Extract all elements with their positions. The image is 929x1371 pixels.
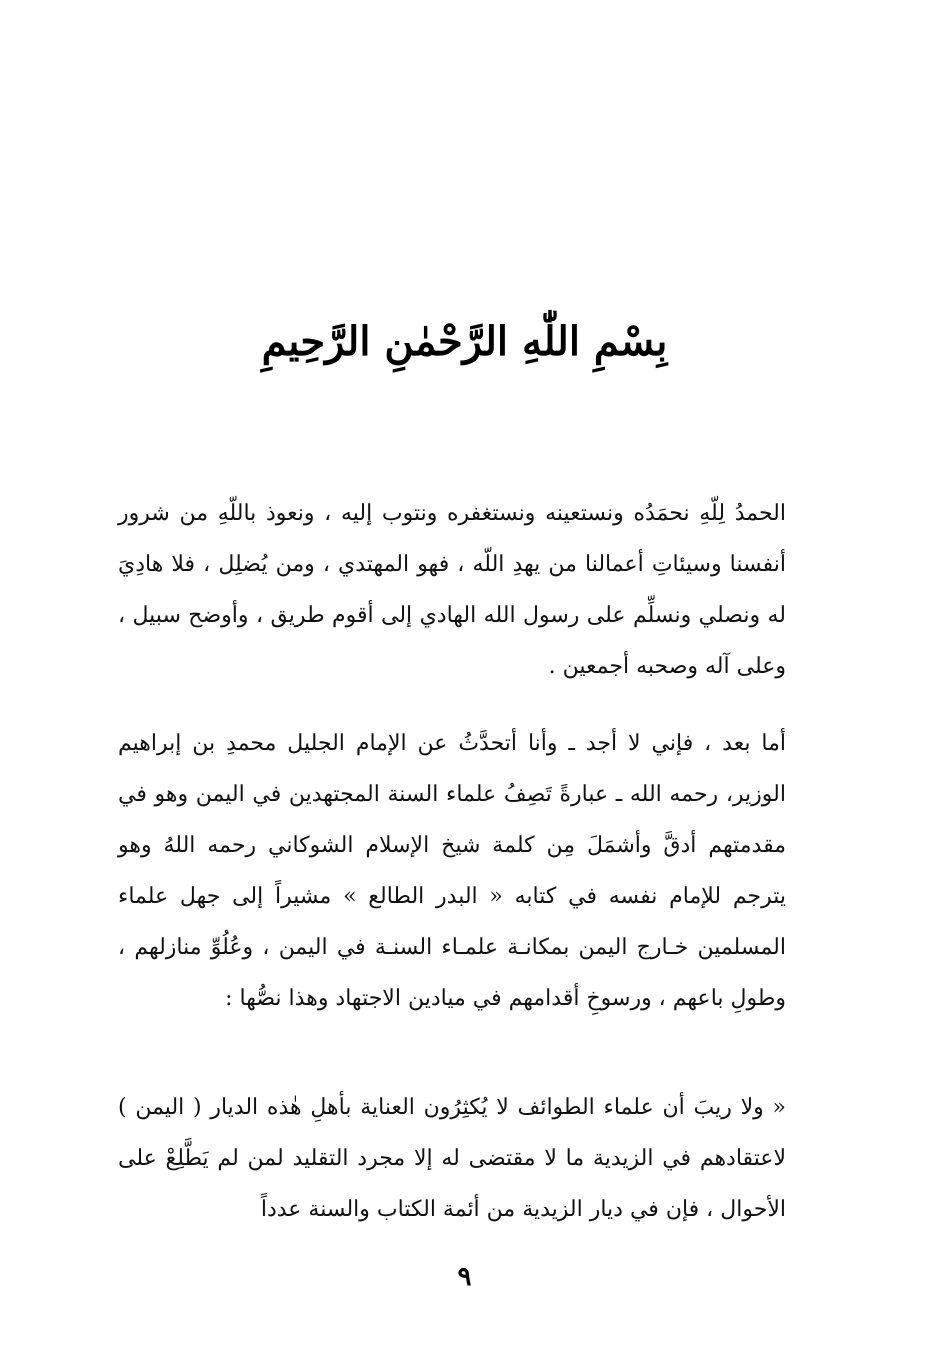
- basmala-heading: بِسْمِ اللّٰهِ الرَّحْمٰنِ الرَّحِيمِ: [261, 318, 668, 365]
- paragraph-opening-praise: الحمدُ لِلّهِ نحمَدُه ونستعينه ونستغفره ونتوب إليه ، ونعوذ باللّهِ من شرور أنفسنا وسيئاتِ أعمالنا من يهدِ اللّه ، فهو المهتدي ، ومن يُضلِل ، فلا هادِيَ له ونصلي ونسلِّم على رسول الله الهادي إلى أقوم طريق ، وأوضح سبيل ، وعلى آله وصحبه أجمعين .: [118, 501, 787, 679]
- paragraph-quotation: « ولا ريبَ أن علماء الطوائف لا يُكثِرُون العناية بأهلِ هٰذه الديار ( اليمن ) لاعتقادهم في الزيدية ما لا مقتضى له إلا مجرد التقليد لمن لم يَطَّلِعْ على الأحوال ، فإن في ديار الزيدية من أئمة الكتاب والسنة عدداً: [118, 1095, 786, 1222]
- page-number: ٩: [457, 1262, 472, 1292]
- paragraph-introduction: أما بعد ، فإني لا أجد ـ وأنا أتحدَّثُ عن الإمام الجليل محمدِ بن إبراهيم الوزير، رحمه الله ـ عبارةً تَصِفُ علماء السنة المجتهدين في اليمن وهو في مقدمتهم أدقَّ وأشمَلَ مِن كلمة شيخ الإسلام الشوكاني رحمه اللهُ وهو يترجم للإمام نفسه في كتابه « البدر الطالع » مشيراً إلى جهل علماء المسلمين خـارج اليمن بمكانـة علمـاء السنـة في اليمن ، وعُلُوِّ منازلهم ، وطولِ باعهم ، ورسوخِ أقدامهم في ميادين الاجتهاد وهذا نصُّها :: [118, 731, 786, 1011]
